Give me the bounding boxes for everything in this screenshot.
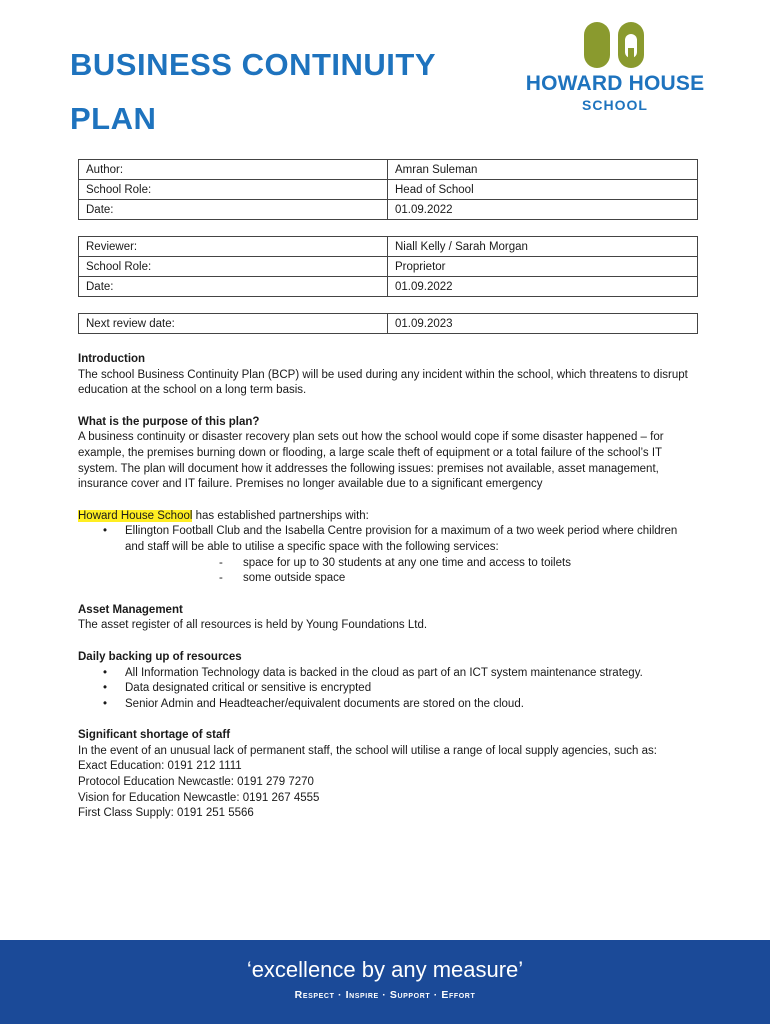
backup-list <box>78 666 698 713</box>
purpose-text: A business continuity or disaster recovery plan sets out how the school would cope if some disaster happened – for example, the premises burning down or flooding, a large scale theft of equipment or a total failure of the school’s IT system. The plan will document how it addresses the following issues: premises not available, asset management, insurance cover and IT failure. Premises no longer available due to a significant emergency <box>78 431 664 491</box>
partnerships-list <box>78 524 698 586</box>
review-date-table <box>78 313 698 334</box>
agency-line: Exact Education: 0191 212 1111 <box>78 760 242 773</box>
table-row <box>79 200 698 220</box>
table-row <box>79 277 698 297</box>
agency-line: Vision for Education Newcastle: 0191 267 4555 <box>78 791 320 804</box>
table-row <box>79 314 698 334</box>
table-value: 01.09.2023 <box>388 314 698 334</box>
document-title <box>70 38 436 146</box>
asset-management-text: The asset register of all resources is held by Young Foundations Ltd. <box>78 619 428 632</box>
agency-line: First Class Supply: 0191 251 5566 <box>78 807 254 820</box>
table-label: School Role: <box>79 180 388 200</box>
table-row <box>79 257 698 277</box>
list-item: • All Information Technology data is backed in the cloud as part of an ICT system maintenance strategy. <box>125 666 698 682</box>
logo-name: HOWARD HOUSE <box>525 72 705 95</box>
table-label: Date: <box>79 200 388 220</box>
section-heading-purpose: What is the purpose of this plan? <box>78 415 260 428</box>
table-row <box>79 180 698 200</box>
staff-shortage-text: In the event of an unusual lack of permanent staff, the school will utilise a range of local supply agencies, such as: <box>78 744 657 757</box>
section-heading-staff-shortage: Significant shortage of staff <box>78 729 231 742</box>
services-list <box>125 556 698 587</box>
list-item: - space for up to 30 students at any one time and access to toilets <box>243 556 698 572</box>
section-heading-introduction: Introduction <box>78 353 146 365</box>
table-label: School Role: <box>79 257 388 277</box>
table-value: Niall Kelly / Sarah Morgan <box>388 237 698 257</box>
footer-tagline: ‘excellence by any measure’ <box>246 957 524 982</box>
table-row <box>79 237 698 257</box>
logo-subtitle: SCHOOL <box>582 97 648 113</box>
introduction-text: The school Business Continuity Plan (BCP) will be used during any incident within the school, which threatens to disrupt education at the school on a long term basis. <box>78 368 688 397</box>
highlighted-school-name: Howard House School <box>78 509 193 522</box>
table-value: Amran Suleman <box>388 160 698 180</box>
table-label: Next review date: <box>79 314 388 334</box>
logo-mark-icon <box>582 20 648 70</box>
footer-banner <box>0 940 770 1024</box>
partnerships-intro-text: has established partnerships with: <box>192 509 369 522</box>
title-line-1: BUSINESS CONTINUITY <box>70 47 437 82</box>
partnerships-intro <box>78 509 698 525</box>
partnership-text: Ellington Football Club and the Isabella Centre provision for a maximum of a two week period where children and staff will be able to utilise a specific space with the following services: <box>125 525 678 553</box>
table-value: 01.09.2022 <box>388 277 698 297</box>
table-label: Author: <box>79 160 388 180</box>
title-line-2: PLAN <box>70 101 157 136</box>
table-row <box>79 160 698 180</box>
list-item <box>125 524 698 586</box>
agency-line: Protocol Education Newcastle: 0191 279 7270 <box>78 776 314 789</box>
list-item: • Senior Admin and Headteacher/equivalent documents are stored on the cloud. <box>125 697 698 713</box>
reviewer-table <box>78 236 698 297</box>
author-table <box>78 159 698 220</box>
section-heading-asset-management: Asset Management <box>78 603 183 616</box>
table-label: Date: <box>79 277 388 297</box>
table-value: Head of School <box>388 180 698 200</box>
list-item: - some outside space <box>243 571 698 587</box>
document-body <box>78 352 698 822</box>
table-value: 01.09.2022 <box>388 200 698 220</box>
school-logo <box>500 20 730 120</box>
footer-values: Respect · Inspire · Support · Effort <box>294 989 476 1001</box>
table-value: Proprietor <box>388 257 698 277</box>
section-heading-backup: Daily backing up of resources <box>78 650 242 663</box>
table-label: Reviewer: <box>79 237 388 257</box>
list-item: • Data designated critical or sensitive is encrypted <box>125 681 698 697</box>
